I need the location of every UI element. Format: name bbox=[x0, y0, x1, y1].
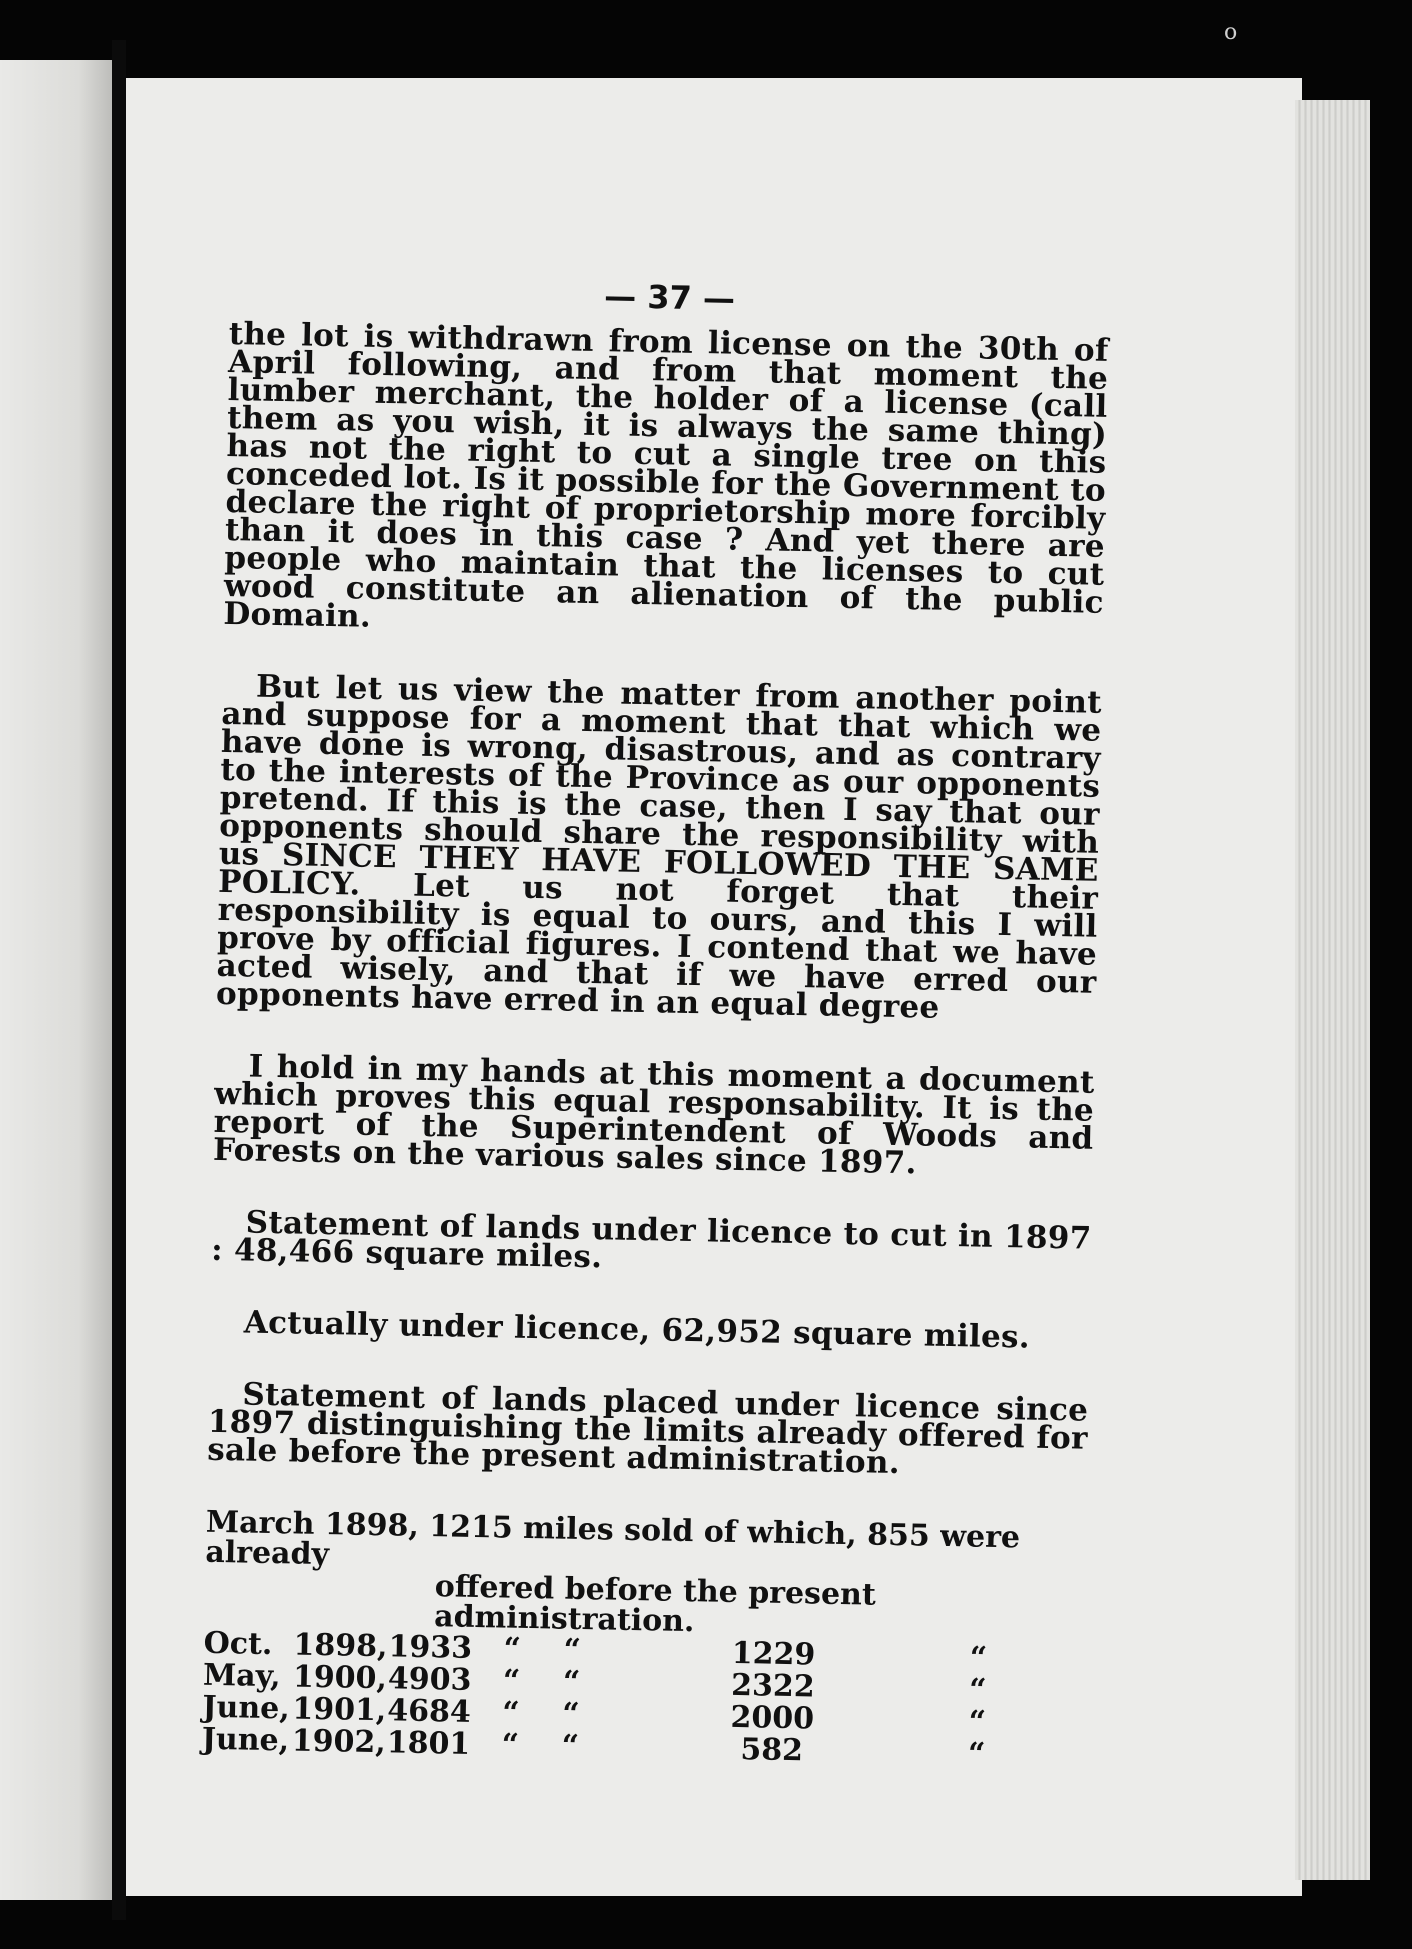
paragraph-responsibility: But let us view the matter from another point and suppose for a moment that that which we have done is wrong, disastrous, and as contrary to the interests of the Province as our opponents pretend. If this is the case, then I say that our opponents should share the responsibility with us SINCE THEY HAVE FOLLOWED THE SAME POLICY. Let us not forget that their responsibility is equal to ours, and this I will prove by official figures. I contend that we have acted wisely, and that if we have erred our opponents have erred in an equal degree bbox=[215, 668, 1103, 1026]
sales-table bbox=[201, 1625, 1083, 1773]
sale-month: June, bbox=[202, 1689, 291, 1727]
facing-page-edge bbox=[0, 60, 112, 1900]
offered-miles: 582 bbox=[740, 1732, 804, 1769]
corner-mark: o bbox=[1224, 20, 1238, 45]
sale-month: Oct. bbox=[203, 1625, 273, 1663]
ditto-mark: “ bbox=[562, 1664, 581, 1700]
ditto-mark: “ bbox=[563, 1632, 582, 1668]
paragraph-statement-since-1897: Statement of lands placed under licence since 1897 distinguishing the limits already offered for sale before the present administration. bbox=[207, 1376, 1089, 1482]
sale-year: 1898, bbox=[293, 1627, 388, 1665]
ditto-mark: “ bbox=[968, 1672, 987, 1708]
paragraph-statement-1897: Statement of lands under licence to cut in 1897 : 48,466 square miles. bbox=[210, 1204, 1092, 1276]
offered-miles: 2322 bbox=[730, 1667, 815, 1705]
sale-year: 1901, bbox=[292, 1691, 387, 1729]
sale-month: May, bbox=[202, 1657, 281, 1695]
sales-intro-line-1: March 1898, 1215 miles sold of which, 855 were already bbox=[205, 1504, 1021, 1573]
sales-intro-line-2: offered before the present administration. bbox=[433, 1569, 877, 1640]
sales-intro bbox=[204, 1504, 1086, 1645]
sale-miles: 1801 bbox=[386, 1725, 471, 1762]
ditto-mark: “ bbox=[502, 1695, 520, 1731]
ditto-mark: “ bbox=[502, 1663, 521, 1699]
sale-miles: 4684 bbox=[387, 1693, 472, 1730]
paragraph-document: I hold in my hands at this moment a document which proves this equal responsability. It is the report of the Superintendent of Woods and Forests on the various sales since 1897. bbox=[212, 1048, 1095, 1182]
book-gutter bbox=[112, 40, 126, 1920]
page-content bbox=[201, 270, 1109, 1773]
sale-month: June, bbox=[201, 1721, 290, 1759]
paragraph-actual-licence: Actually under licence, 62,952 square miles. bbox=[243, 1304, 1031, 1356]
ditto-mark: “ bbox=[561, 1728, 580, 1764]
page-number: — 37 — bbox=[603, 277, 736, 318]
paragraph-continuation: the lot is withdrawn from license on the 30th of April following, and from that moment the lumber merchant, the holder of a license (call them as you wish, it is always the same thing) has not the right to cut a single tree on this conceded lot. Is it possible for the Government to declare the right of proprietorship more forcibly than it does in this case ? And yet there are people who maintain that the licenses to cut wood constitute an alienation of the public Domain. bbox=[223, 315, 1109, 635]
offered-miles: 1229 bbox=[731, 1635, 816, 1673]
offered-miles: 2000 bbox=[730, 1699, 815, 1737]
ditto-mark: “ bbox=[503, 1631, 522, 1667]
ditto-mark: “ bbox=[968, 1704, 987, 1740]
sale-miles: 1933 bbox=[388, 1629, 473, 1666]
ditto-mark: “ bbox=[967, 1736, 986, 1772]
ditto-mark: “ bbox=[562, 1696, 580, 1732]
sale-year: 1900, bbox=[292, 1659, 388, 1697]
ditto-mark: “ bbox=[501, 1727, 520, 1763]
sale-year: 1902, bbox=[291, 1723, 387, 1761]
sale-miles: 4903 bbox=[387, 1661, 472, 1698]
ditto-mark: “ bbox=[969, 1640, 988, 1676]
page-stack-edge bbox=[1295, 100, 1370, 1880]
